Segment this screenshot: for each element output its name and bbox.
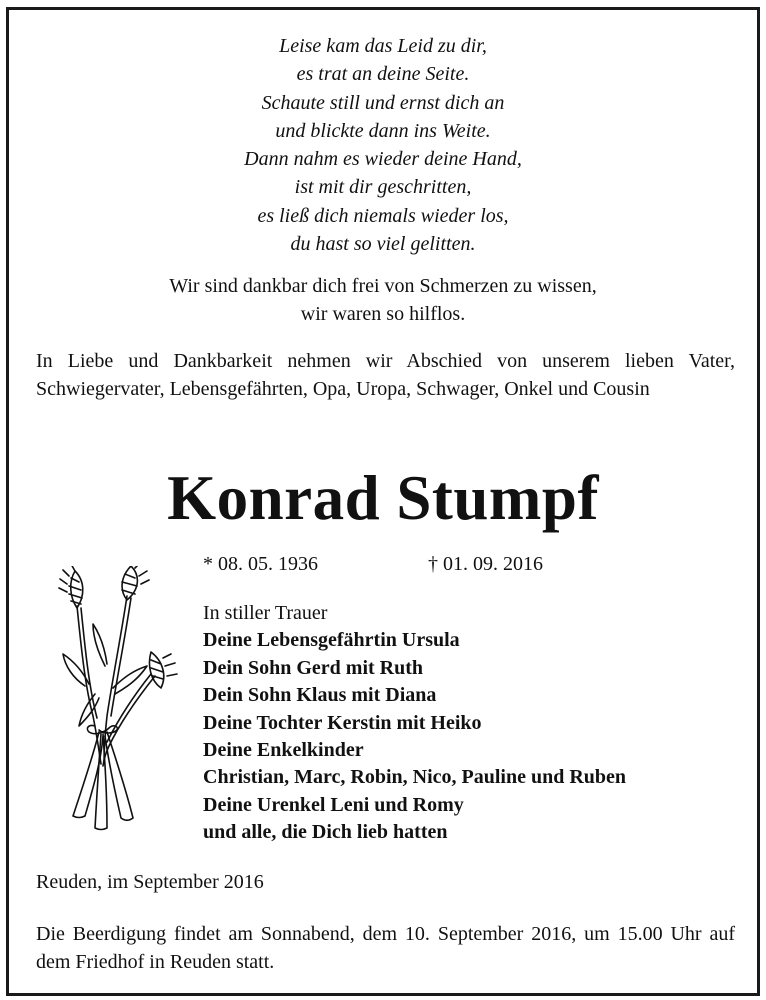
mourner-line: Deine Enkelkinder	[203, 739, 364, 762]
birth-date: * 08. 05. 1936	[203, 553, 318, 575]
thanks-line: Wir sind dankbar dich frei von Schmerzen zu wissen,	[169, 275, 597, 297]
poem-line: Schaute still und ernst dich an	[261, 91, 505, 114]
deceased-name: Konrad Stumpf	[167, 463, 599, 533]
place-date: Reuden, im September 2016	[36, 871, 264, 893]
thanks-statement	[9, 272, 757, 328]
mourner-line: Deine Lebensgefährtin Ursula	[203, 629, 460, 652]
mourner-line: Dein Sohn Gerd mit Ruth	[203, 656, 424, 679]
mourner-line: Christian, Marc, Robin, Nico, Pauline und Ruben	[203, 766, 627, 789]
poem	[9, 32, 757, 258]
poem-line: Leise kam das Leid zu dir,	[279, 35, 487, 57]
poem-line: es trat an deine Seite.	[296, 63, 470, 86]
mourners-list	[203, 600, 743, 847]
poem-line: du hast so viel gelitten.	[290, 233, 476, 256]
mourner-line: Deine Tochter Kerstin mit Heiko	[203, 711, 482, 734]
poem-line: es ließ dich niemals wieder los,	[257, 204, 509, 227]
wheat-bundle-icon	[55, 566, 183, 836]
farewell-intro: In Liebe und Dankbarkeit nehmen wir Abschied von unserem lieben Vater, Schwiegervater, Lebensgefährten, Opa, Uropa, Schwager, Onkel und Cousin	[36, 350, 735, 400]
poem-line: und blickte dann ins Weite.	[275, 119, 491, 142]
mourners-heading: In stiller Trauer	[203, 602, 328, 624]
thanks-line: wir waren so hilflos.	[300, 303, 466, 325]
death-date: † 01. 09. 2016	[428, 553, 543, 575]
funeral-notice: Die Beerdigung findet am Sonnabend, dem 10. September 2016, um 15.00 Uhr auf dem Friedhof in Reuden statt.	[36, 923, 735, 973]
mourner-line: Deine Urenkel Leni und Romy	[203, 793, 464, 816]
obituary-frame	[6, 7, 760, 996]
poem-line: ist mit dir geschritten,	[294, 176, 472, 199]
mourner-line: Dein Sohn Klaus mit Diana	[203, 684, 437, 707]
mourner-line: und alle, die Dich lieb hatten	[203, 821, 448, 844]
poem-line: Dann nahm es wieder deine Hand,	[244, 148, 522, 171]
